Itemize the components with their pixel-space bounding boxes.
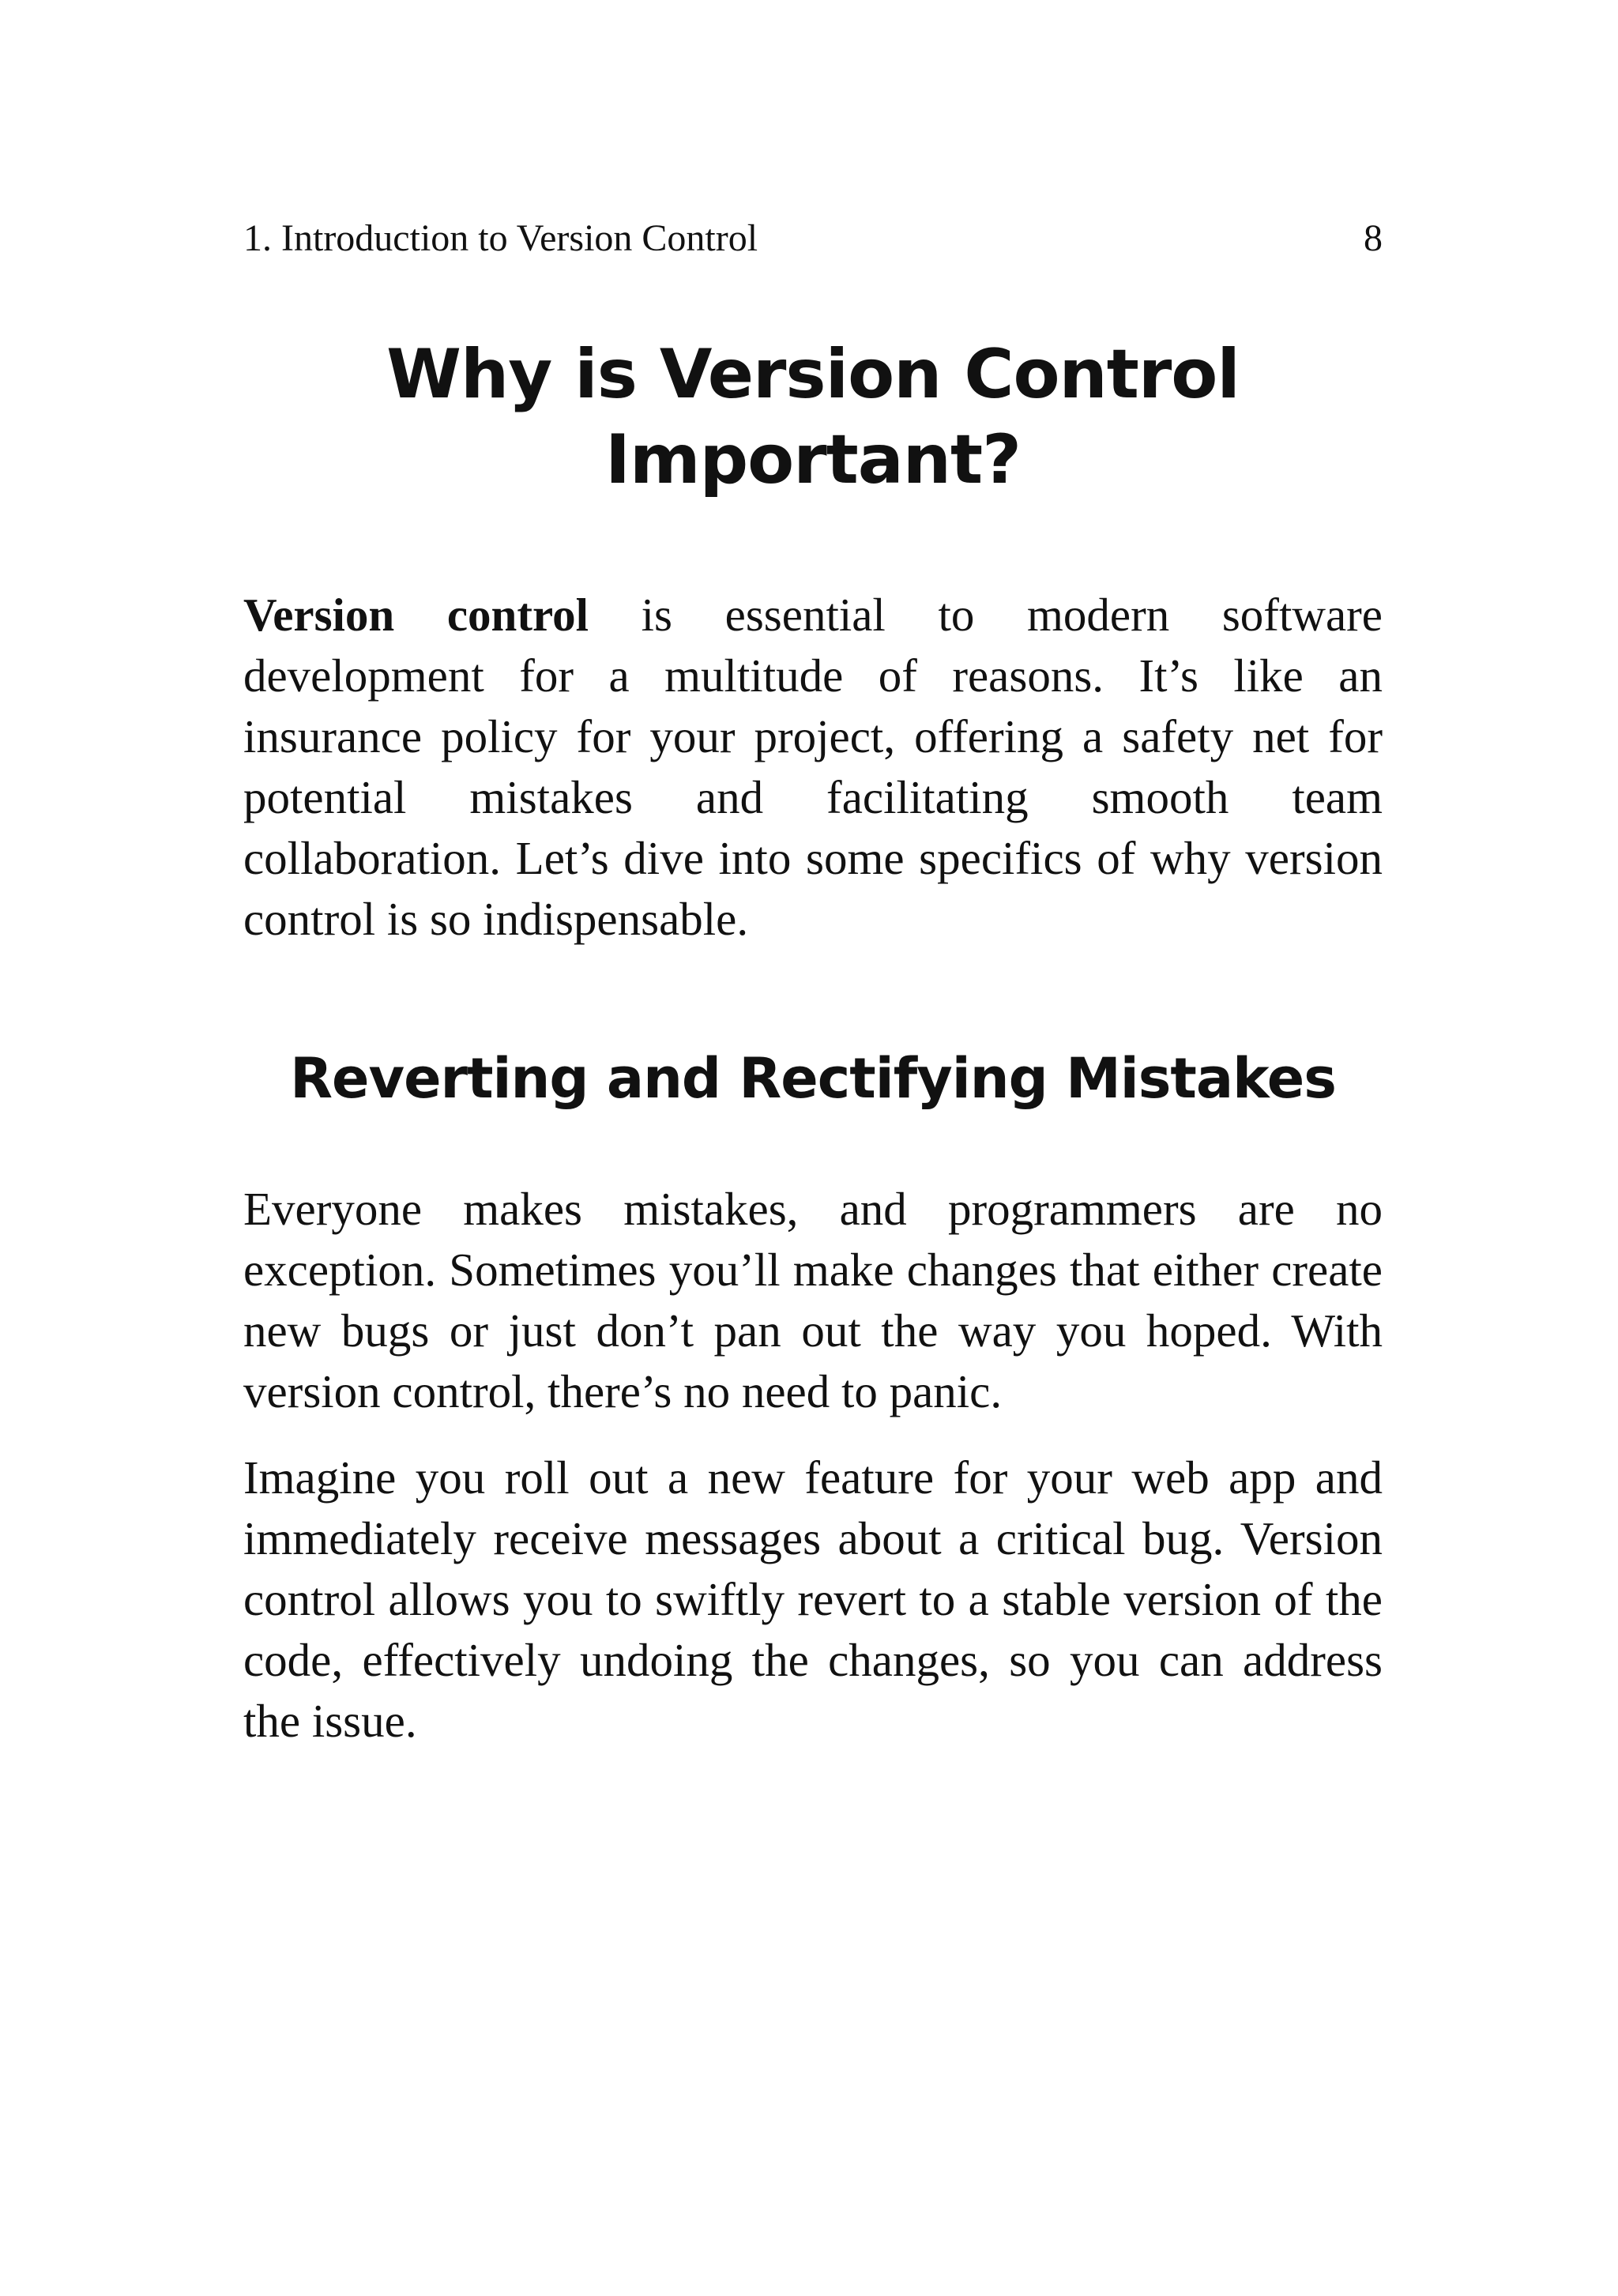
page-number: 8 — [1364, 217, 1383, 259]
page-title: Why is Version Control Important? — [386, 335, 1240, 499]
chapter-title: 1. Introduction to Version Control — [243, 217, 758, 259]
section-paragraph: Everyone makes mistakes, and programmers are no exception. Sometimes you’ll make changes that either create new bugs or just don’t pan out the way you hoped. With version control, there’s no need to panic. — [243, 1183, 1383, 1417]
section-heading: Reverting and Rectifying Mistakes — [290, 1046, 1336, 1111]
intro-text: is essential to modern software development for a multitude of reasons. It’s like an insurance policy for your project, offering a safety net for potential mistakes and facilitating smooth team collaboration. Let’s dive into some specifics of why version control is so indispensable. — [243, 589, 1383, 945]
page-content — [243, 332, 1383, 1752]
section-paragraph: Imagine you roll out a new feature for your web app and immediately receive messages about a critical bug. Version control allows you to swiftly revert to a stable version of the code, effectively undoing the changes, so you can address the issue. — [243, 1451, 1383, 1747]
intro-bold-term: Version control — [243, 589, 589, 641]
intro-paragraph — [243, 585, 1383, 950]
running-header — [243, 215, 1383, 262]
